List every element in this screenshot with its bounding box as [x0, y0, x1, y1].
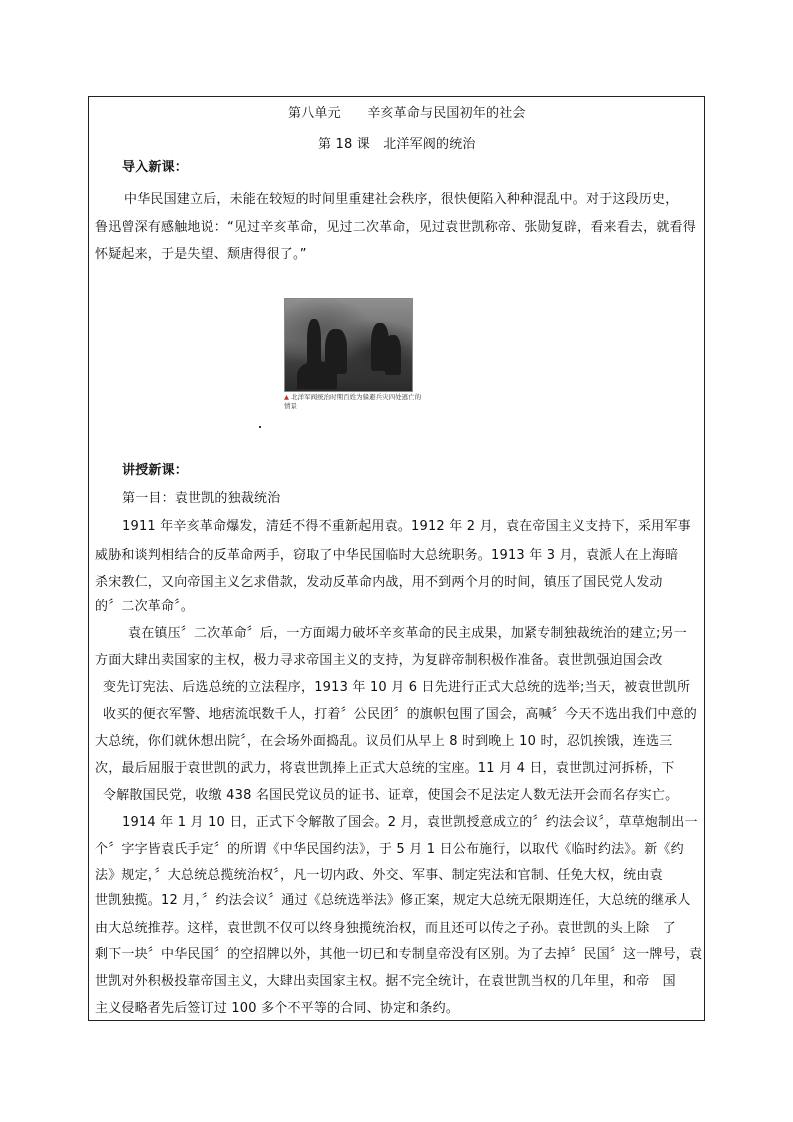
refugees-photo — [284, 298, 413, 392]
lecture-line: 杀宋教仁，又向帝国主义乞求借款，发动反革命内战，用不到两个月的时间，镇压了国民党人发动 — [95, 575, 663, 590]
lecture-line: 的〞二次革命〞。 — [95, 599, 195, 614]
photo-caption — [284, 393, 424, 411]
lecture-line: 1911 年辛亥革命爆发，清廷不得不重新起用袁。1912 年 2 月，袁在帝国主义支持下，采用军事 — [122, 519, 691, 534]
stray-dot — [259, 426, 261, 428]
intro-line: 中华民国建立后，未能在较短的时间里重建社会秩序，很快便陷入种种混乱中。对于这段历史， — [124, 192, 679, 207]
photo-caption-text: 北洋军阀统治时期百姓为躲避兵灾四处逃亡的情景 — [284, 393, 422, 410]
intro-label: 导入新课： — [122, 160, 189, 175]
lecture-line: 变先订宪法、后选总统的立法程序，1913 年 10 月 6 日先进行正式大总统的选举;当天，被袁世凯所 — [103, 680, 691, 695]
lecture-line: 袁在镇压〞二次革命〞后，一方面竭力破坏辛亥革命的民主成果，加紧专制独裁统治的建立;另一 — [128, 626, 687, 641]
lecture-line: 剩下一块〞中华民国〞的空招牌以外，其他一切已和专制皇帝没有区别。为了去掉〞民国〞这一牌号，袁 — [95, 947, 703, 962]
unit-title: 第八单元 辛亥革命与民国初年的社会 — [288, 106, 526, 121]
intro-line: 怀疑起来，于是失望、颓唐得很了。” — [95, 247, 307, 262]
lecture-line: 个〞字字皆袁氏手定〞的所谓《中华民国约法》，于 5 月 1 日公布施行，以取代《临时约法》。新《约 — [95, 842, 684, 857]
lecture-line: 收买的便衣军警、地痞流氓数千人，打着〞公民团〞的旗帜包围了国会，高喊〞今天不选出我们中意的 — [103, 707, 698, 722]
lecture-line: 方面大肆出卖国家的主权，极力寻求帝国主义的支持，为复辟帝制积极作准备。袁世凯强迫国会改 — [95, 653, 663, 668]
lesson-title: 第 18 课 北洋军阀的统治 — [318, 137, 476, 152]
lecture-line: 次，最后屈服于袁世凯的武力，将袁世凯捧上正式大总统的宝座。11 月 4 日，袁世凯过河拆桥，下 — [95, 761, 675, 776]
intro-line: 鲁迅曾深有感触地说：“见过辛亥革命，见过二次革命，见过袁世凯称帝、张勋复辟，看来看去，就看得 — [95, 220, 696, 235]
lecture-line: 主义侵略者先后签订过 100 多个不平等的合同、协定和条约。 — [95, 1001, 460, 1016]
lecture-line: 世凯独揽。12 月，〞约法会议〞通过《总统选举法》修正案，规定大总统无限期连任，大总统的继承人 — [95, 893, 691, 908]
caption-marker-icon: ▲ — [284, 393, 289, 401]
lecture-line: 法》规定，〞大总统总揽统治权〞，凡一切内政、外交、军事、制定宪法和官制、任免大权，统由袁 — [95, 868, 663, 883]
lecture-line: 1914 年 1 月 10 日，正式下令解散了国会。2 月，袁世凯授意成立的〞约法会议〞，草草炮制出一 — [122, 815, 698, 830]
lecture-label: 讲授新课： — [122, 463, 189, 478]
lecture-line: 世凯对外积极投靠帝国主义，大肆出卖国家主权。据不完全统计，在袁世凯当权的几年里，和帝 国 — [95, 974, 676, 989]
section-title: 第一目：袁世凯的独裁统治 — [122, 491, 281, 506]
lecture-line: 威胁和谈判相结合的反革命两手，窃取了中华民国临时大总统职务。1913 年 3 月，袁派人在上海暗 — [95, 548, 679, 563]
lecture-line: 令解散国民党，收缴 438 名国民党议员的证书、证章，使国会不足法定人数无法开会而名存实亡。 — [103, 788, 679, 803]
lecture-line: 大总统，你们就休想出院〞，在会场外面捣乱。议员们从早上 8 时到晚上 10 时，忍饥挨饿，连选三 — [95, 734, 673, 749]
lecture-line: 由大总统推荐。这样，袁世凯不仅可以终身独揽统治权，而且还可以传之子孙。袁世凯的头上除 了 — [95, 921, 676, 936]
